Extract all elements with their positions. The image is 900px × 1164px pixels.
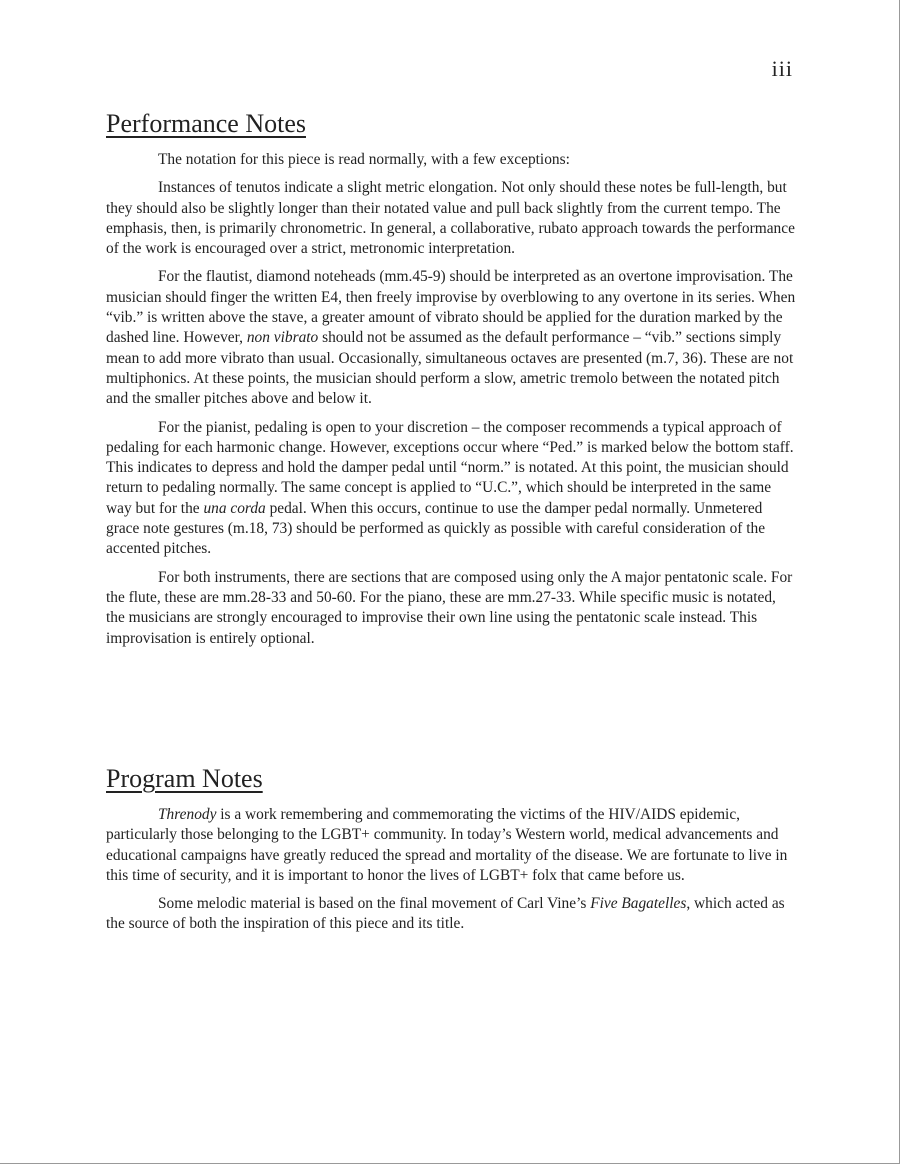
threnody-text: is a work remembering and commemorating the victims of the HIV/AIDS epidemic, particularly those belonging to the LGBT+ community. In today’s Western world, medical advancements and educational campaigns have greatly reduced the spread and mortality of the disease. We are fortunate to live in this time of security, and it is important to honor the lives of LGBT+ folx that came before us. xyxy=(106,806,788,884)
five-bagatelles-italic: Five Bagatelles xyxy=(590,895,687,913)
una-corda-italic: una corda xyxy=(203,499,266,517)
performance-paragraph-flautist xyxy=(106,267,796,409)
flautist-text-part2: should not be assumed as the default performance – “vib.” sections simply mean to add more vibrato than usual. Occasionally, simultaneous octaves are presented (m.7, 36). These are not multiphonics. At these points, the musician should perform a slow, ametric tremolo between the notated pitch and the smaller pitches above and below it. xyxy=(106,329,794,408)
flautist-text-part1: For the flautist, diamond noteheads (mm.45-9) should be interpreted as an overtone improvisation. The musician should finger the written E4, then freely improvise by overblowing to any overtone in its series. When “vib.” is written above the stave, a greater amount of vibrato should be applied for the duration marked by the dashed line. However, xyxy=(106,268,796,347)
performance-paragraph-pentatonic: For both instruments, there are sections that are composed using only the A major pentatonic scale. For the flute, these are mm.28-33 and 50-60. For the piano, these are mm.27-33. While specific music is notated, the musicians are strongly encouraged to improvise their own line using the pentatonic scale instead. This improvisation is entirely optional. xyxy=(106,568,793,647)
bagatelles-text-part2: , which acted as the source of both the inspiration of this piece and its title. xyxy=(106,895,785,933)
program-paragraph-bagatelles xyxy=(106,894,796,935)
program-notes-heading: Program Notes xyxy=(106,764,263,793)
performance-notes-section xyxy=(106,108,796,657)
program-paragraph-threnody xyxy=(106,805,796,886)
pianist-text-part1: For the pianist, pedaling is open to your discretion – the composer recommends a typical approach of pedaling for each harmonic change. However, exceptions occur where “Ped.” is marked below the bottom staff. This indicates to depress and hold the damper pedal until “norm.” is notated. At this point, the musician should return to pedaling normally. The same concept is applied to “U.C.”, which should be interpreted in the same way but for the xyxy=(106,418,794,517)
performance-paragraph-pianist xyxy=(106,418,796,560)
bagatelles-text-part1: Some melodic material is based on the final movement of Carl Vine’s xyxy=(158,895,591,913)
performance-paragraph-tenutos: Instances of tenutos indicate a slight metric elongation. Not only should these notes be full-length, but they should also be slightly longer than their notated value and pull back slightly from the current tempo. The emphasis, then, is primarily chronometric. In general, a collaborative, rubato approach towards the performance of the work is encouraged over a strict, metronomic interpretation. xyxy=(106,179,795,258)
page-number: iii xyxy=(771,56,793,81)
program-notes-section xyxy=(106,763,796,943)
pianist-text-part2: pedal. When this occurs, continue to use the damper pedal normally. Unmetered grace note gestures (m.18, 73) should be performed as quickly as possible with careful consideration of the accented pitches. xyxy=(106,499,766,558)
threnody-title-italic: Threnody xyxy=(158,806,217,823)
non-vibrato-italic: non vibrato xyxy=(246,329,319,347)
performance-notes-heading: Performance Notes xyxy=(106,109,306,138)
performance-paragraph-intro: The notation for this piece is read normally, with a few exceptions: xyxy=(158,151,570,168)
